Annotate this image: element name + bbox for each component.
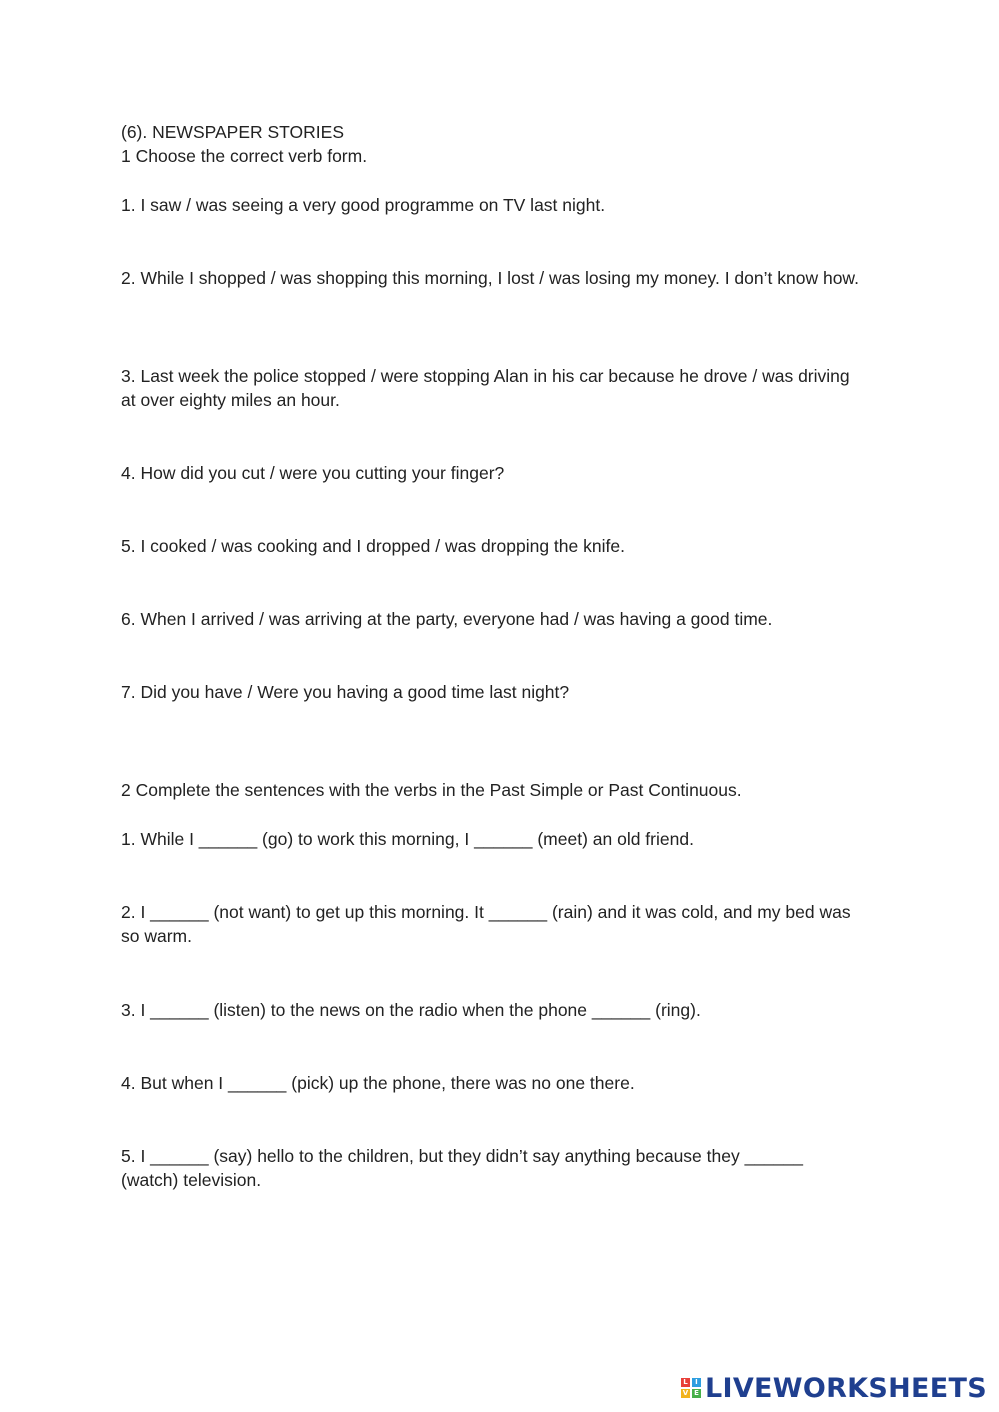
logo-text: LIVEWORKSHEETS — [704, 1372, 987, 1404]
logo-block-i: I — [692, 1378, 701, 1387]
section1-item-2: 2. While I shopped / was shopping this morning, I lost / was losing my money. I don’t know how. — [121, 268, 859, 288]
section2-item-1: 1. While I ______ (go) to work this morning, I ______ (meet) an old friend. — [121, 829, 694, 849]
worksheet-title: (6). NEWSPAPER STORIES — [121, 122, 345, 142]
section1-item-7: 7. Did you have / Were you having a good time last night? — [121, 682, 570, 702]
section1-item-3: 3. Last week the police stopped / were stopping Alan in his car because he drove / was driving at over eighty miles an hour. — [121, 366, 850, 410]
section1-item-4: 4. How did you cut / were you cutting your finger? — [121, 463, 505, 483]
logo-blocks-icon — [681, 1378, 701, 1398]
section2-item-5: 5. I ______ (say) hello to the children, but they didn’t say anything because they ______ (watch) television. — [121, 1146, 803, 1190]
section1-item-6: 6. When I arrived / was arriving at the party, everyone had / was having a good time. — [121, 609, 773, 629]
logo-block-l: L — [681, 1378, 690, 1387]
logo-block-e: E — [692, 1389, 701, 1398]
section2-instruction: 2 Complete the sentences with the verbs in the Past Simple or Past Continuous. — [121, 780, 742, 800]
logo-block-v: V — [682, 1389, 689, 1397]
section2-item-4: 4. But when I ______ (pick) up the phone, there was no one there. — [121, 1073, 635, 1093]
liveworksheets-logo[interactable] — [681, 1372, 987, 1404]
section1-item-5: 5. I cooked / was cooking and I dropped / was dropping the knife. — [121, 536, 625, 556]
section2-item-2: 2. I ______ (not want) to get up this morning. It ______ (rain) and it was cold, and my bed was so warm. — [121, 902, 851, 946]
section1-instruction: 1 Choose the correct verb form. — [121, 146, 368, 166]
section1-item-1: 1. I saw / was seeing a very good programme on TV last night. — [121, 195, 606, 215]
section2-item-3: 3. I ______ (listen) to the news on the radio when the phone ______ (ring). — [121, 1000, 701, 1020]
